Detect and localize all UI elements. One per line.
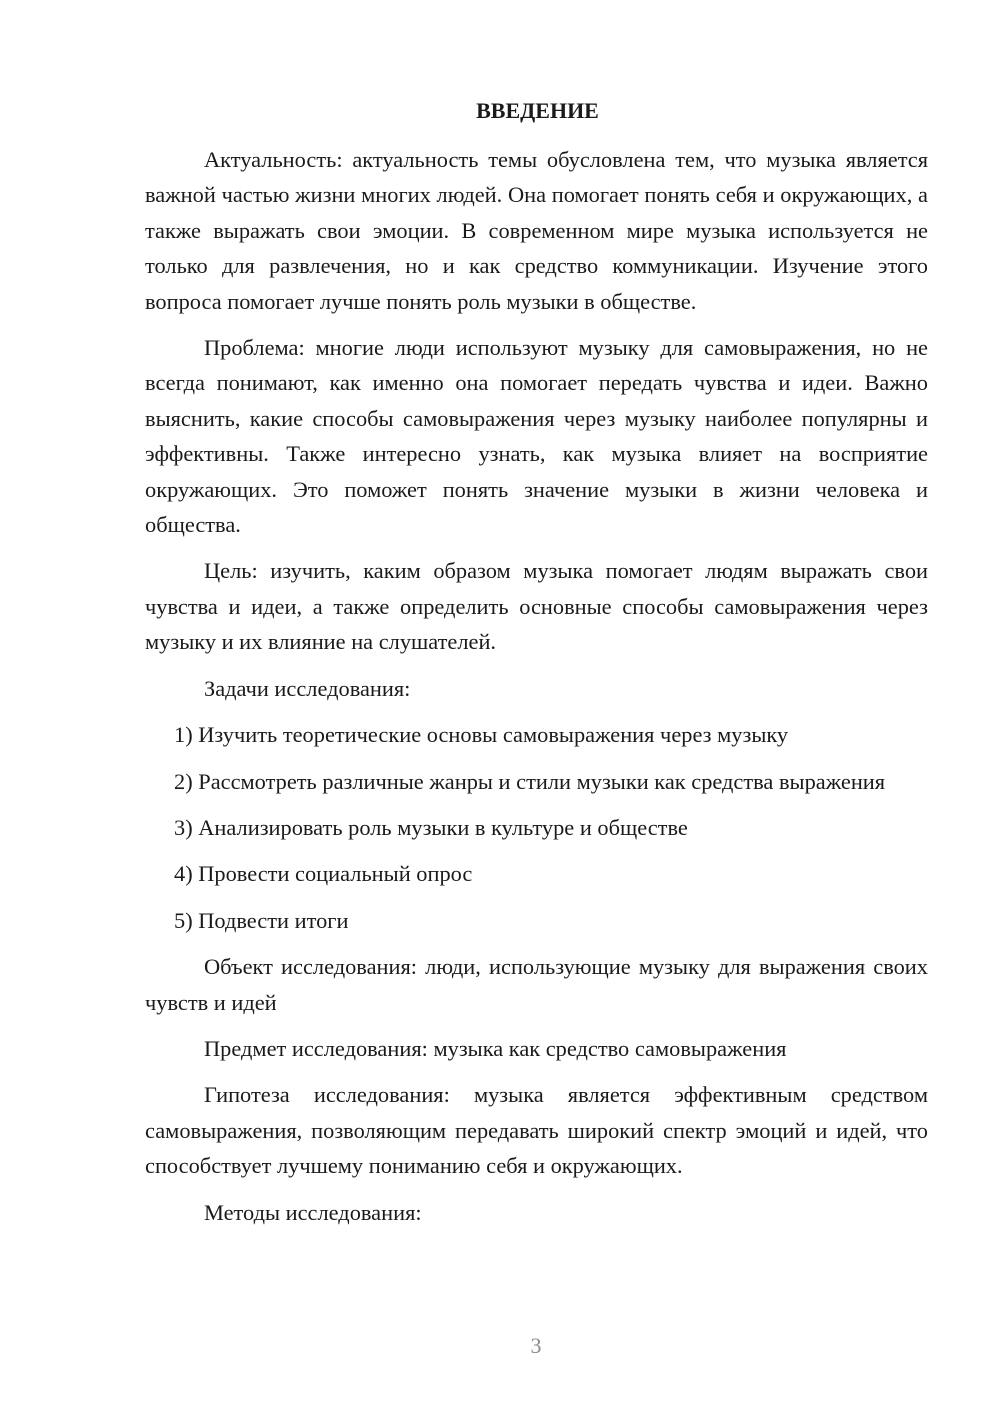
task-item-4: 4) Провести социальный опрос	[174, 861, 473, 887]
tasks-heading: Задачи исследования:	[204, 675, 411, 701]
task-item-3: 3) Анализировать роль музыки в культуре и обществе	[174, 814, 688, 840]
section-title: ВВЕДЕНИЕ	[476, 98, 599, 123]
task-item-1: 1) Изучить теоретические основы самовыражения через музыку	[174, 722, 789, 748]
page-number: 3	[530, 1333, 542, 1358]
subject-paragraph: Предмет исследования: музыка как средство самовыражения	[204, 1035, 787, 1061]
problem-paragraph: Проблема: многие люди используют музыку для самовыражения, но не всегда понимают, как именно она помогает передать чувства и идеи. Важно выяснить, какие способы самовыражения через музыку наиболее популярны и эффективны. Также интересно узнать, как музыка влияет на восприятие окружающих. Это поможет понять значение музыки в жизни человека и общества.	[145, 335, 928, 538]
document-page	[145, 94, 928, 1241]
hypothesis-paragraph: Гипотеза исследования: музыка является эффективным средством самовыражения, позволяющим передавать широкий спектр эмоций и идей, что способствует лучшему пониманию себя и окружающих.	[145, 1082, 928, 1179]
methods-heading: Методы исследования:	[204, 1199, 422, 1225]
object-paragraph: Объект исследования: люди, использующие музыку для выражения своих чувств и идей	[145, 954, 928, 1015]
goal-paragraph: Цель: изучить, каким образом музыка помогает людям выражать свои чувства и идеи, а также определить основные способы самовыражения через музыку и их влияние на слушателей.	[145, 558, 928, 655]
task-item-2: 2) Рассмотреть различные жанры и стили музыки как средства выражения	[174, 768, 886, 794]
relevance-paragraph: Актуальность: актуальность темы обусловлена тем, что музыка является важной частью жизни многих людей. Она помогает понять себя и окружающих, а также выражать свои эмоции. В современном мире музыка используется не только для развлечения, но и как средство коммуникации. Изучение этого вопроса помогает лучше понять роль музыки в обществе.	[145, 147, 928, 314]
task-item-5: 5) Подвести итоги	[174, 907, 349, 933]
